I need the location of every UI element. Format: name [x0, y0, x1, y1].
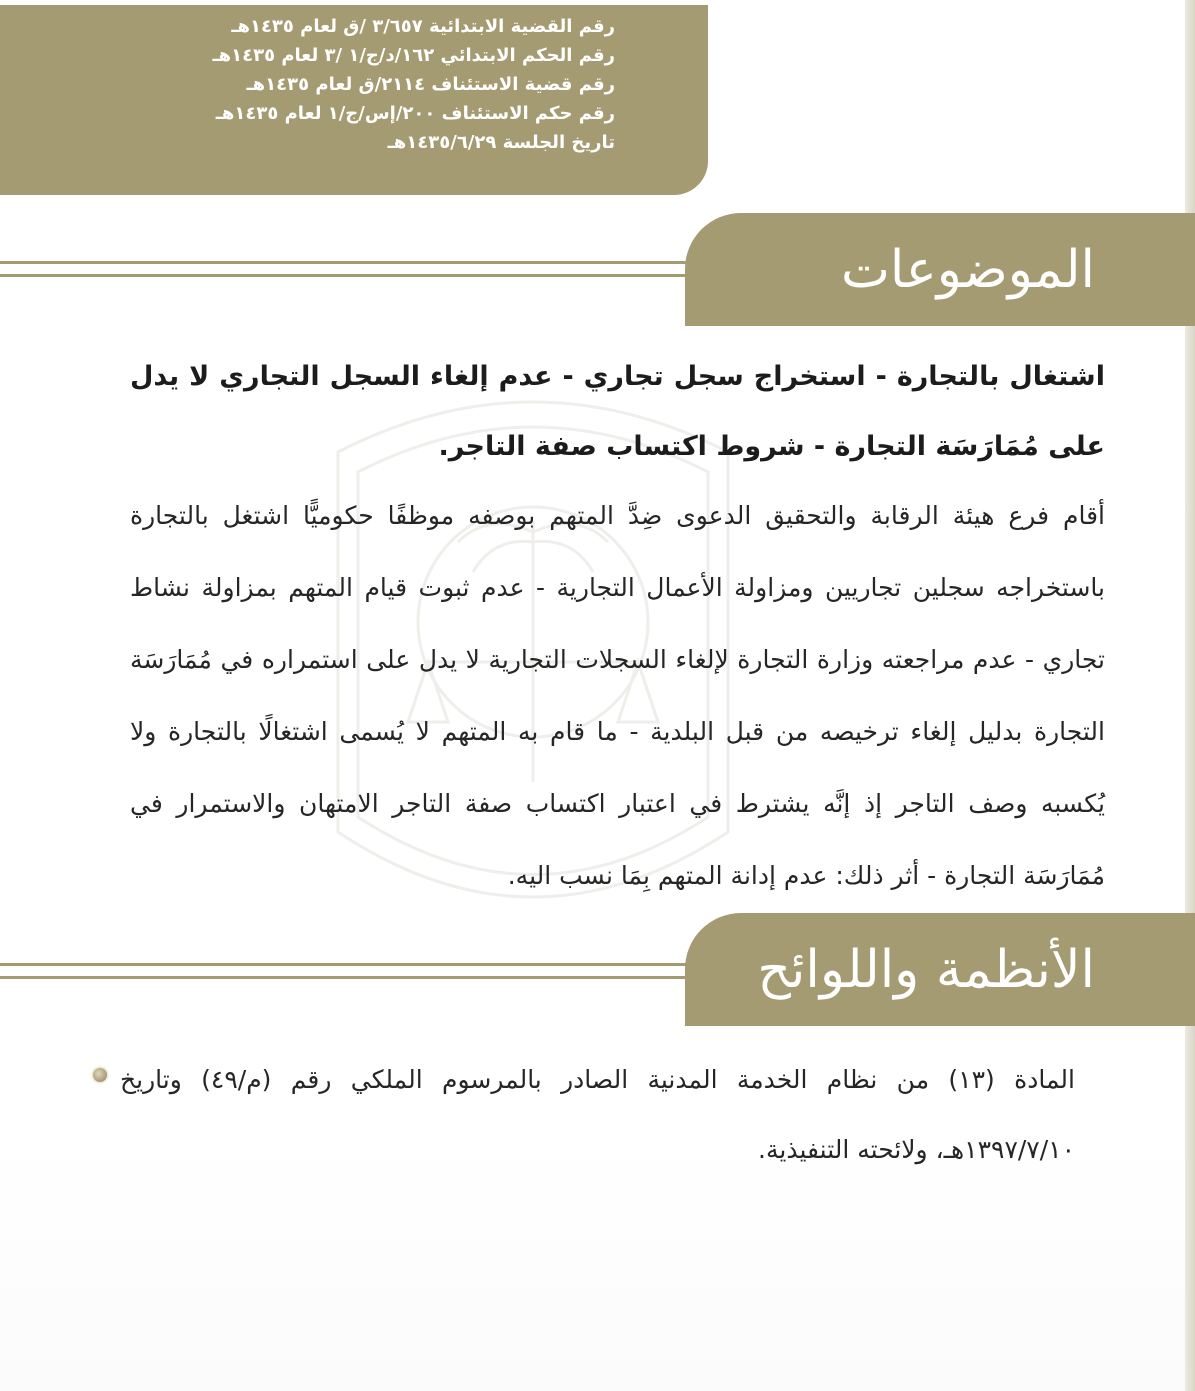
- topics-body: [130, 342, 1105, 912]
- appeal-case-number-line: رقم قضية الاستئناف ٢١١٤/ق لعام ١٤٣٥هـ: [246, 74, 615, 95]
- regulation-item: المادة (١٣) من نظام الخدمة المدنية الصادر بالمرسوم الملكي رقم (م/٤٩) وتاريخ ١٣٩٧/٧/١٠هـ، ولائحته التنفيذية.: [120, 1065, 1075, 1164]
- topics-keywords: اشتغال بالتجارة - استخراج سجل تجاري - عدم إلغاء السجل التجاري لا يدل على مُمَارَسَة التجارة - شروط اكتساب صفة التاجر.: [130, 361, 1105, 462]
- topics-heading: الموضوعات: [840, 240, 1095, 300]
- regulations-heading: الأنظمة واللوائح: [757, 940, 1095, 1000]
- bullet-icon: [93, 1068, 107, 1082]
- judgment-number-line: رقم الحكم الابتدائي ١٦٢/د/ج/١ /٣ لعام ١٤٣٥هـ: [212, 45, 615, 66]
- session-date-line: تاريخ الجلسة ١٤٣٥/٦/٢٩هـ: [387, 132, 615, 153]
- page-edge: [1185, 0, 1195, 1391]
- case-number-line: رقم القضية الابتدائية ٣/٦٥٧ /ق لعام ١٤٣٥هـ: [231, 16, 615, 37]
- case-info-box: [0, 5, 708, 195]
- appeal-judgment-number-line: رقم حكم الاستئناف ٢٠٠/إس/ج/١ لعام ١٤٣٥هـ: [215, 103, 615, 124]
- case-summary: أقام فرع هيئة الرقابة والتحقيق الدعوى ضِدَّ المتهم بوصفه موظفًا حكوميًّا اشتغل بالتجارة باستخراجه سجلين تجاريين ومزاولة الأعمال التجارية - عدم ثبوت قيام المتهم بمزاولة نشاط تجاري - عدم مراجعته وزارة التجارة لإلغاء السجلات التجارية لا يدل على استمراره في مُمَارَسَة التجارة بدليل إلغاء ترخيصه من قبل البلدية - ما قام به المتهم لا يُسمى اشتغالًا بالتجارة ولا يُكسبه وصف التاجر إذ إنَّه يشترط في اعتبار اكتساب صفة التاجر الامتهان والاستمرار في مُمَارَسَة التجارة - أثر ذلك: عدم إدانة المتهم بِمَا نسب اليه.: [130, 501, 1105, 890]
